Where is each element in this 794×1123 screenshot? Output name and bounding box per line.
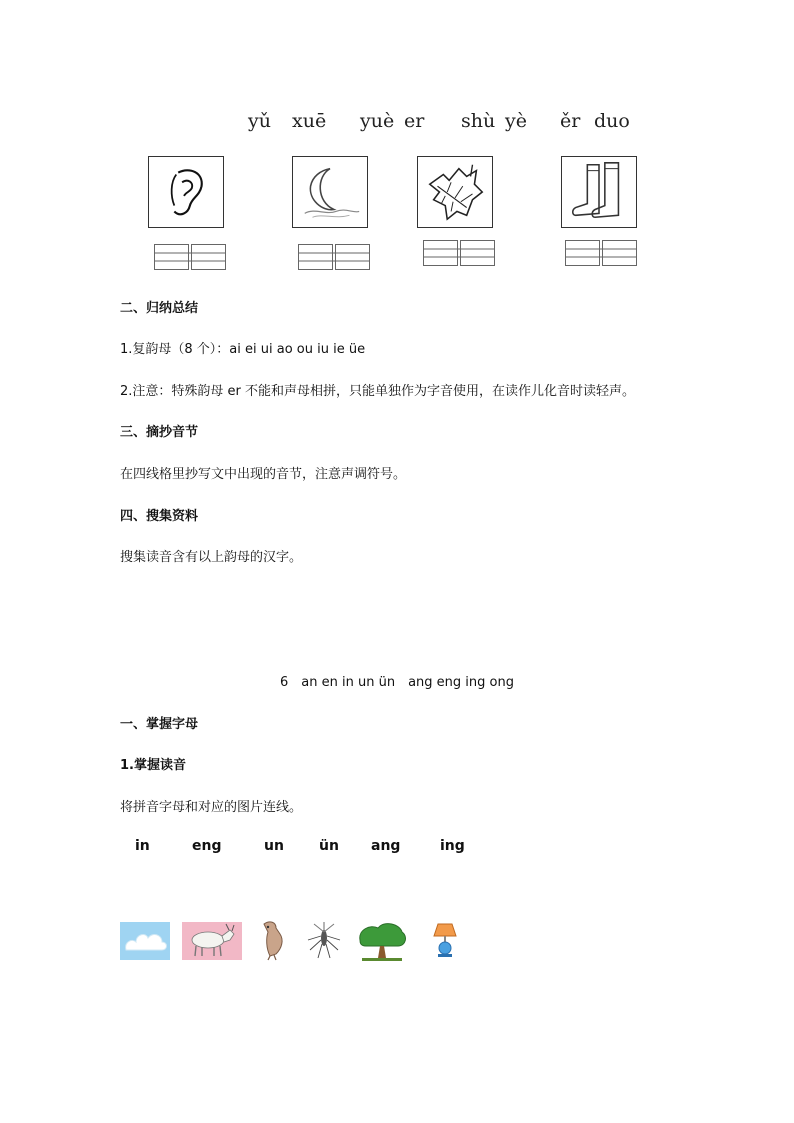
moon-icon: [293, 157, 367, 227]
pinyin-word: yǔ: [248, 110, 271, 132]
pinyin-word: shù: [461, 110, 496, 132]
picture-ear: [148, 156, 224, 228]
writing-grid[interactable]: [423, 240, 495, 266]
letter-item[interactable]: eng: [192, 838, 222, 854]
pinyin-word: ěr: [560, 110, 581, 132]
paragraph: 在四线格里抄写文中出现的音节，注意声调符号。: [120, 467, 407, 482]
paragraph: 搜集读音含有以上韵母的汉字。: [120, 550, 303, 565]
pinyin-word: duo: [594, 110, 630, 132]
letter-item[interactable]: ang: [371, 838, 401, 854]
eagle-icon: [254, 918, 294, 962]
four-line-grid: [154, 244, 226, 270]
image-goat[interactable]: [182, 918, 242, 962]
letter-item[interactable]: ün: [319, 838, 339, 854]
section-heading: 二、归纳总结: [120, 301, 199, 316]
four-line-grid: [298, 244, 370, 270]
section-heading: 三、摘抄音节: [120, 425, 199, 440]
boots-icon: [562, 157, 636, 227]
goat-icon: [182, 918, 242, 962]
writing-grid[interactable]: [565, 240, 637, 266]
pinyin-word: yuè: [360, 110, 395, 132]
four-line-grid: [423, 240, 495, 266]
writing-grid[interactable]: [298, 244, 370, 270]
letter-item[interactable]: in: [135, 838, 150, 854]
image-lamp[interactable]: [430, 918, 460, 962]
image-tree[interactable]: [356, 918, 408, 962]
letter-item[interactable]: ing: [440, 838, 465, 854]
pinyin-word: yè: [505, 110, 527, 132]
section-heading: 四、搜集资料: [120, 509, 199, 524]
mosquito-icon: [304, 918, 344, 962]
letter-item[interactable]: un: [264, 838, 284, 854]
subheading: 1.掌握读音: [120, 758, 186, 773]
writing-grid[interactable]: [154, 244, 226, 270]
section-heading: 一、掌握字母: [120, 717, 199, 732]
ear-icon: [149, 157, 223, 227]
image-cloud[interactable]: [120, 918, 170, 962]
image-mosquito[interactable]: [304, 918, 344, 962]
image-eagle[interactable]: [254, 918, 294, 962]
lamp-icon: [430, 918, 460, 962]
tree-icon: [356, 918, 408, 962]
cloud-icon: [120, 918, 170, 962]
paragraph: 2.注意：特殊韵母 er 不能和声母相拼，只能单独作为字音使用，在读作儿化音时读轻声。: [120, 384, 636, 399]
pinyin-word: xuē: [292, 110, 327, 132]
paragraph: 1.复韵母（8 个）：ai ei ui ao ou iu ie üe: [120, 342, 366, 357]
four-line-grid: [565, 240, 637, 266]
instruction: 将拼音字母和对应的图片连线。: [120, 800, 303, 815]
lesson-title: 6 an en in un ün ang eng ing ong: [280, 675, 514, 690]
picture-moon: [292, 156, 368, 228]
picture-boots: [561, 156, 637, 228]
leaf-icon: [418, 157, 492, 227]
pinyin-word: er: [404, 110, 425, 132]
picture-leaf: [417, 156, 493, 228]
